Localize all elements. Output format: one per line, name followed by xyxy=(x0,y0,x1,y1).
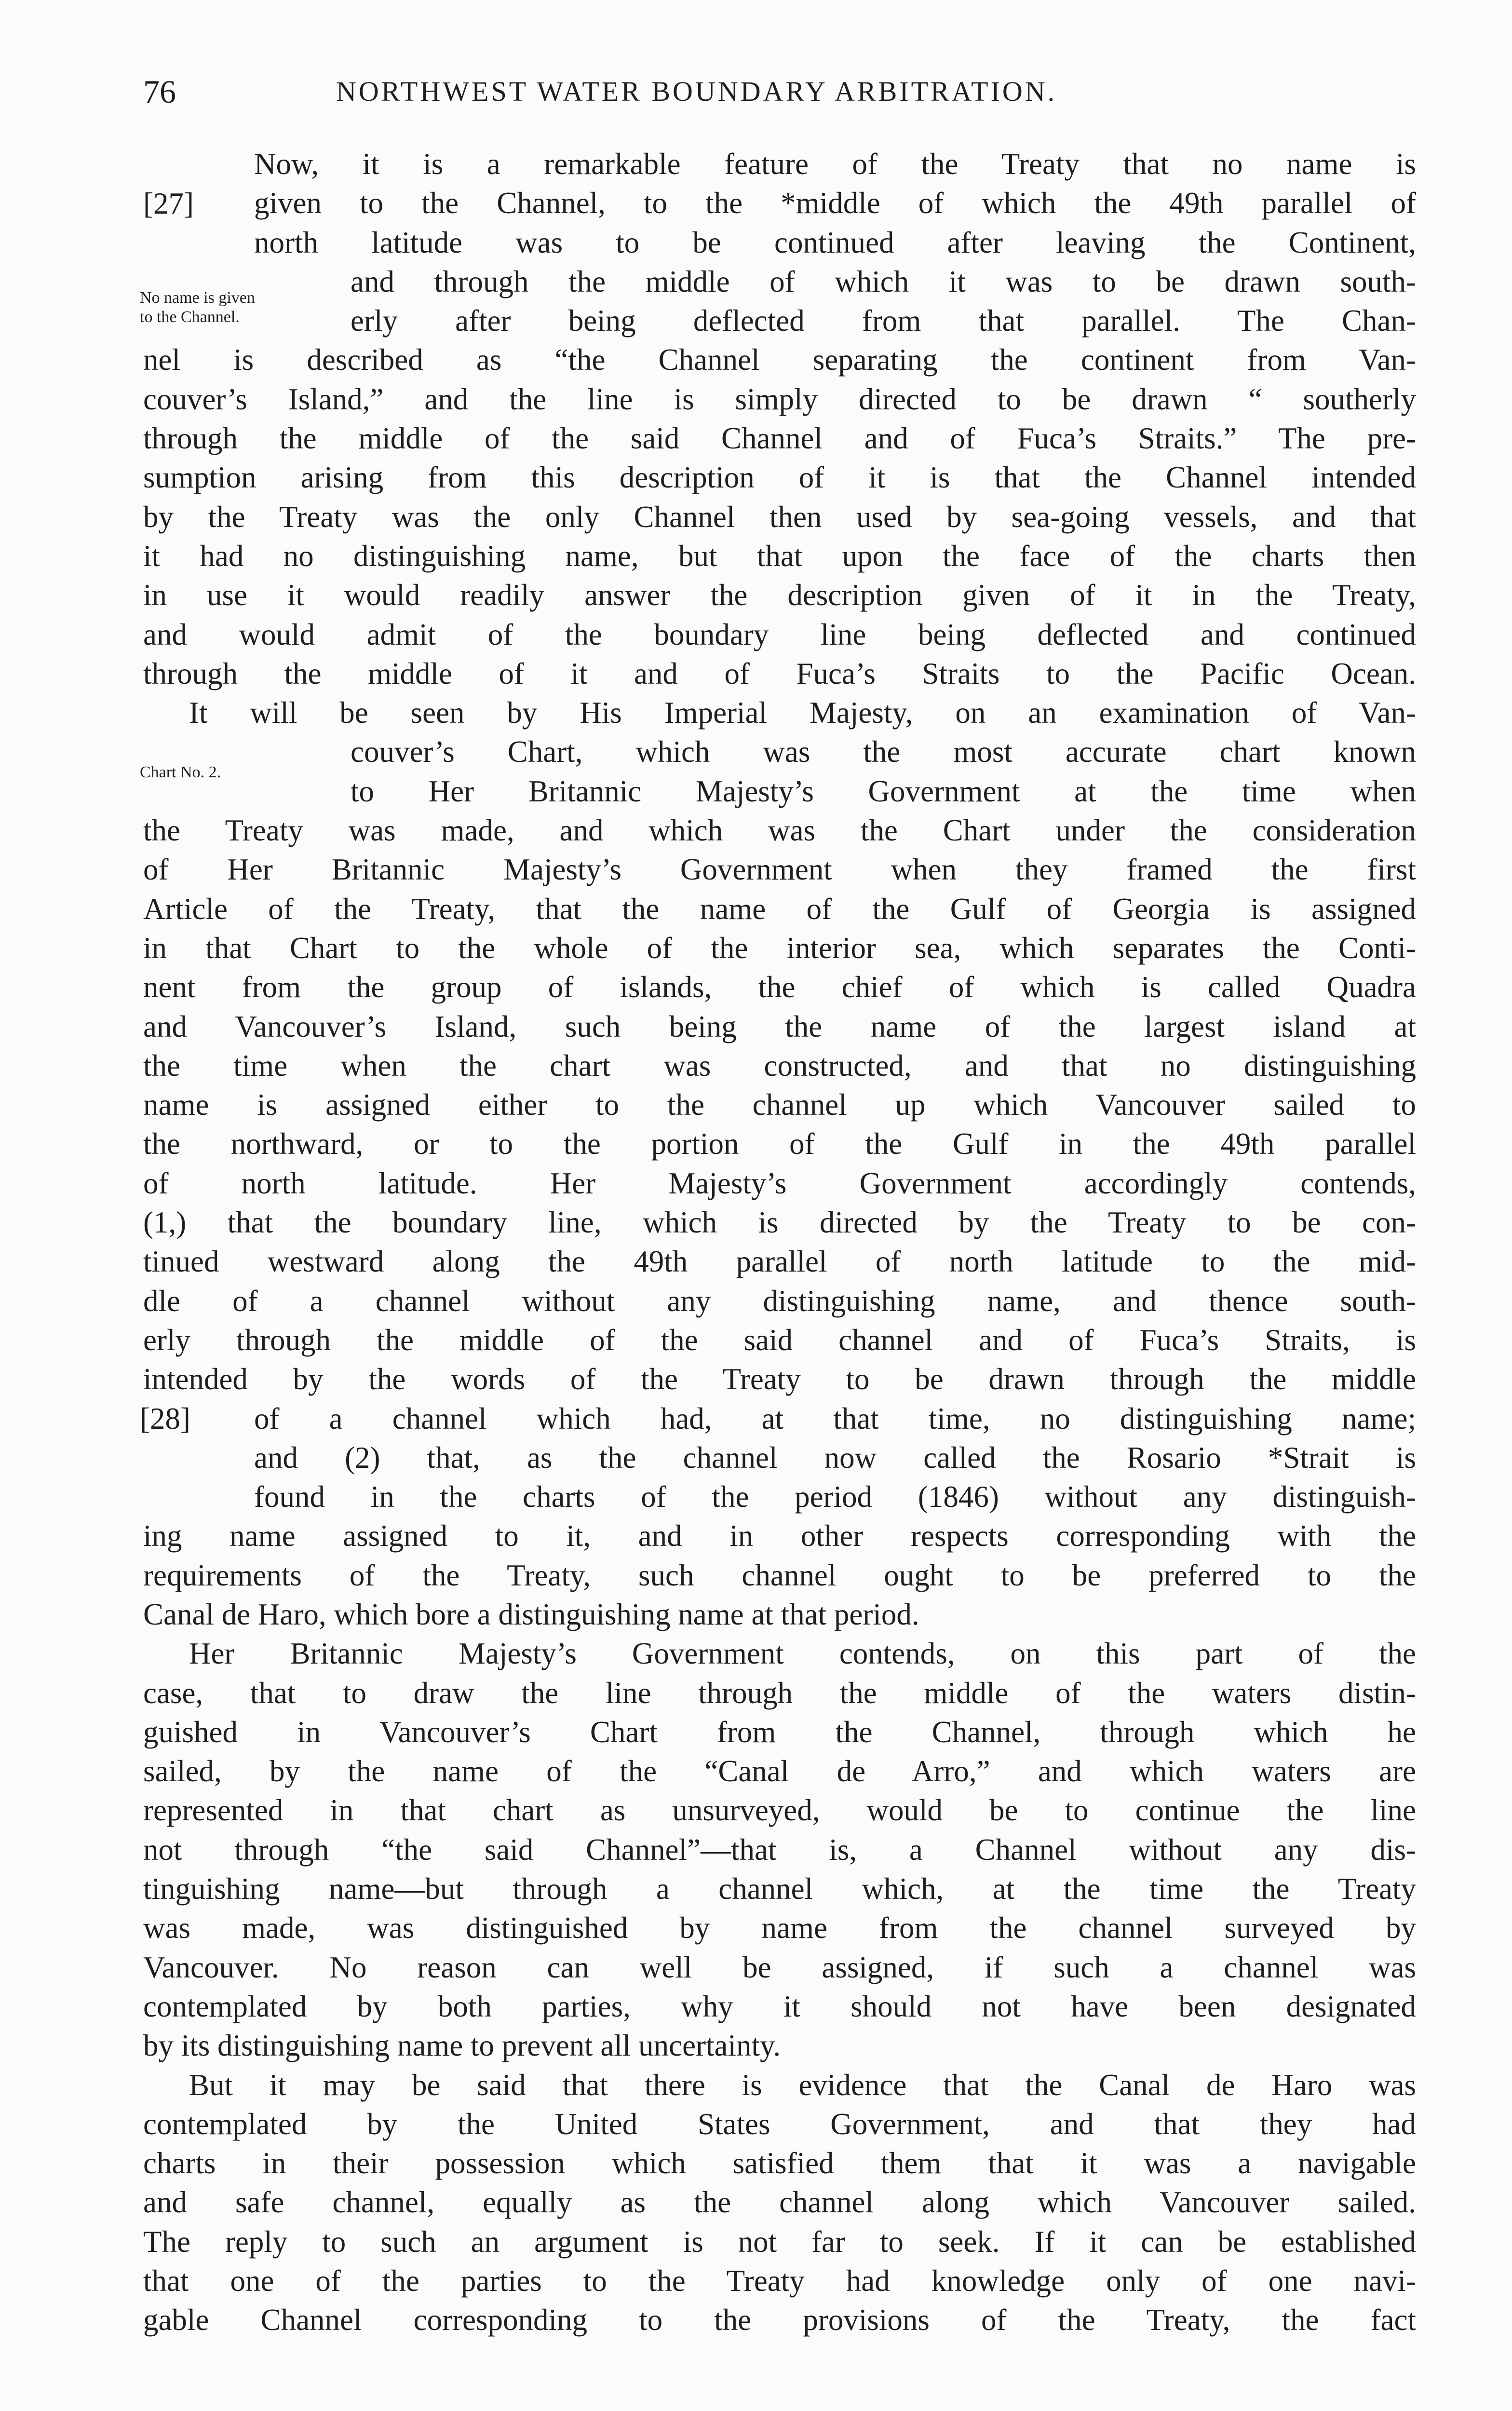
text-line: represented in that chart as unsurveyed, would be to continue the line xyxy=(143,1793,1416,1828)
body-text xyxy=(143,145,1416,2340)
text-line: nel is described as “the Channel separating the continent from Van- xyxy=(143,343,1416,377)
text-line: contemplated by the United States Government, and that they had xyxy=(143,2107,1416,2141)
text-line: found in the charts of the period (1846) without any distinguish- xyxy=(254,1480,1416,1514)
text-line: nent from the group of islands, the chief of which is called Quadra xyxy=(143,970,1416,1004)
text-line: contemplated by both parties, why it should not have been designated xyxy=(143,1989,1416,2023)
text-line: Canal de Haro, which bore a distinguishing name at that period. xyxy=(143,1597,919,1631)
text-line: couver’s Island,” and the line is simply directed to be drawn “ southerly xyxy=(143,382,1416,416)
text-line: and Vancouver’s Island, such being the name of the largest island at xyxy=(143,1009,1416,1043)
text-line: The reply to such an argument is not far to seek. If it can be established xyxy=(143,2224,1416,2259)
text-line: intended by the words of the Treaty to be drawn through the middle xyxy=(143,1362,1416,1396)
text-line: to Her Britannic Majesty’s Government at the time when xyxy=(351,774,1416,808)
text-line: Her Britannic Majesty’s Government contends, on this part of the xyxy=(189,1637,1416,1671)
text-line: erly after being deflected from that parallel. The Chan- xyxy=(351,304,1416,338)
text-line: in use it would readily answer the description given of it in the Treaty, xyxy=(143,578,1416,612)
text-line: Vancouver. No reason can well be assigned, if such a channel was xyxy=(143,1950,1416,1984)
text-line: the time when the chart was constructed, and that no distinguishing xyxy=(143,1048,1416,1083)
side-note-no-name-line1: No name is given xyxy=(140,289,255,307)
page-marker-28: [28] xyxy=(140,1402,190,1436)
text-line: erly through the middle of the said channel and of Fuca’s Straits, is xyxy=(143,1323,1416,1357)
text-line: through the middle of the said Channel and of Fuca’s Straits.” The pre- xyxy=(143,421,1416,456)
text-line: and through the middle of which it was to be drawn south- xyxy=(351,264,1416,298)
text-line: case, that to draw the line through the middle of the waters distin- xyxy=(143,1676,1416,1710)
page-marker-27: [27] xyxy=(143,187,194,220)
text-line: by its distinguishing name to prevent all uncertainty. xyxy=(143,2029,781,2063)
running-head xyxy=(143,70,1416,113)
text-line: sumption arising from this description of it is that the Channel intended xyxy=(143,461,1416,495)
text-line: not through “the said Channel”—that is, a Channel without any dis- xyxy=(143,1832,1416,1867)
side-note-no-name-line2: to the Channel. xyxy=(140,308,240,326)
text-line: tinguishing name—but through a channel which, at the time the Treaty xyxy=(143,1872,1416,1906)
text-line: But it may be said that there is evidence that the Canal de Haro was xyxy=(189,2068,1416,2102)
text-line: and (2) that, as the channel now called the Rosario *Strait is xyxy=(254,1440,1416,1475)
text-line: north latitude was to be continued after leaving the Continent, xyxy=(254,225,1416,259)
text-line: of a channel which had, at that time, no distinguishing name; xyxy=(254,1401,1416,1436)
text-line: in that Chart to the whole of the interior sea, which separates the Conti- xyxy=(143,931,1416,965)
text-line: charts in their possession which satisfied them that it was a navigable xyxy=(143,2146,1416,2181)
text-line: Now, it is a remarkable feature of the Treaty that no name is xyxy=(254,147,1416,181)
text-line: and would admit of the boundary line being deflected and continued xyxy=(143,617,1416,651)
text-line: given to the Channel, to the *middle of which the 49th parallel of xyxy=(254,186,1416,220)
page-number: 76 xyxy=(143,73,176,110)
text-line: ing name assigned to it, and in other respects corresponding with the xyxy=(143,1519,1416,1553)
text-line: sailed, by the name of the “Canal de Arro,” and which waters are xyxy=(143,1754,1416,1788)
text-line: name is assigned either to the channel up which Vancouver sailed to xyxy=(143,1088,1416,1122)
text-line: by the Treaty was the only Channel then used by sea-going vessels, and that xyxy=(143,500,1416,534)
text-line: it had no distinguishing name, but that upon the face of the charts then xyxy=(143,539,1416,573)
text-line: the Treaty was made, and which was the Chart under the consideration xyxy=(143,813,1416,848)
text-line: Article of the Treaty, that the name of the Gulf of Georgia is assigned xyxy=(143,892,1416,926)
side-note-chart-number: Chart No. 2. xyxy=(140,763,221,781)
text-line: guished in Vancouver’s Chart from the Channel, through which he xyxy=(143,1715,1416,1749)
text-line: tinued westward along the 49th parallel of north latitude to the mid- xyxy=(143,1245,1416,1279)
text-line: the northward, or to the portion of the Gulf in the 49th parallel xyxy=(143,1127,1416,1161)
text-line: dle of a channel without any distinguishing name, and thence south- xyxy=(143,1284,1416,1318)
text-line: and safe channel, equally as the channel along which Vancouver sailed. xyxy=(143,2185,1416,2220)
text-line: (1,) that the boundary line, which is directed by the Treaty to be con- xyxy=(143,1206,1416,1240)
text-line: requirements of the Treaty, such channel ought to be preferred to the xyxy=(143,1558,1416,1592)
text-line: was made, was distinguished by name from the channel surveyed by xyxy=(143,1911,1416,1945)
running-title: NORTHWEST WATER BOUNDARY ARBITRATION. xyxy=(336,76,1057,107)
text-line: of north latitude. Her Majesty’s Government accordingly contends, xyxy=(143,1166,1416,1200)
text-line: It will be seen by His Imperial Majesty, on an examination of Van- xyxy=(189,696,1416,730)
text-line: couver’s Chart, which was the most accurate chart known xyxy=(351,735,1416,769)
text-line: of Her Britannic Majesty’s Government when they framed the first xyxy=(143,853,1416,887)
text-line: through the middle of it and of Fuca’s Straits to the Pacific Ocean. xyxy=(143,656,1416,691)
text-line: that one of the parties to the Treaty had knowledge only of one navi- xyxy=(143,2264,1416,2298)
text-line: gable Channel corresponding to the provisions of the Treaty, the fact xyxy=(143,2303,1416,2337)
